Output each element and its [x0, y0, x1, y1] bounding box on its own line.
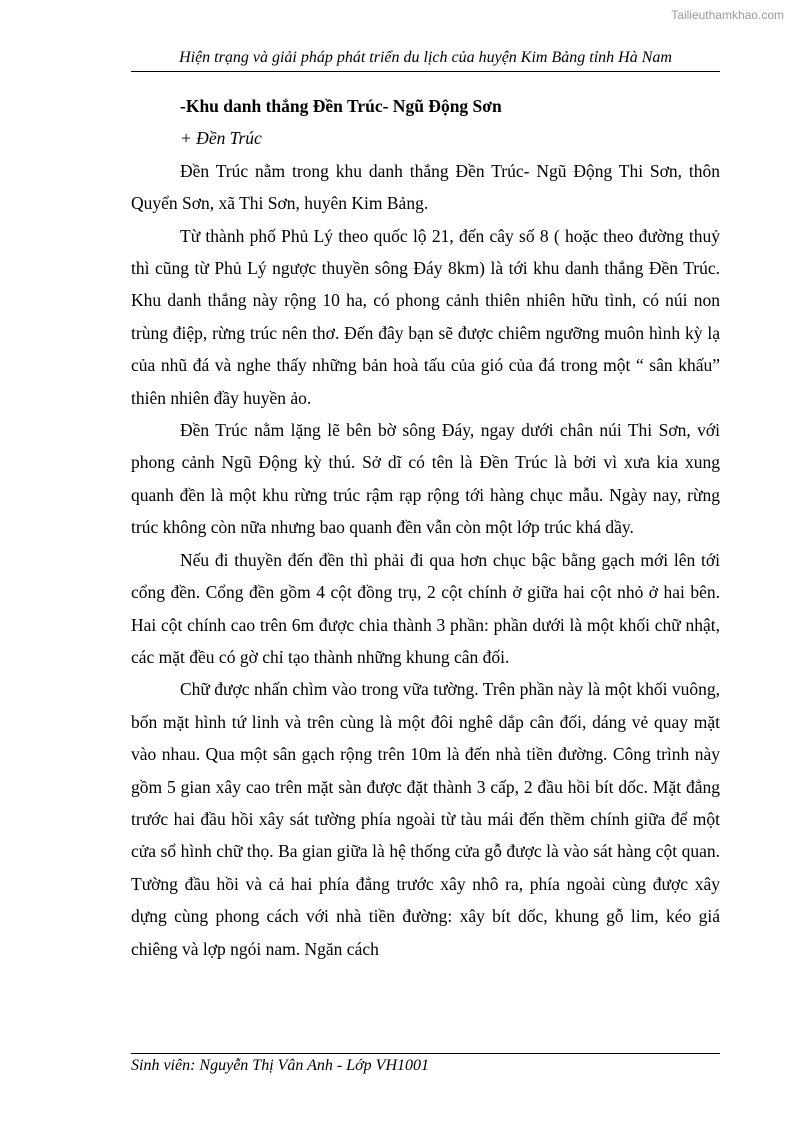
subsection-heading: + Đền Trúc — [180, 128, 262, 149]
paragraph-2: Từ thành phố Phủ Lý theo quốc lộ 21, đến cây số 8 ( hoặc theo đường thuỷ thì cũng từ Phủ Lý ngược thuyền sông Đáy 8km) là tới khu danh thắng Đền Trúc. Khu danh thắng này rộng 10 ha, có phong cảnh thiên nhiên hữu tình, có núi non trùng điệp, rừng trúc nên thơ. Đến đây bạn sẽ được chiêm ngưỡng muôn hình kỳ lạ của nhũ đá và nghe thấy những bản hoà tấu của gió của đá trong một “ sân khấu” thiên nhiên đầy huyền ảo. — [131, 225, 720, 408]
paragraph-5: Chữ được nhấn chìm vào trong vữa tường. Trên phần này là một khối vuông, bốn mặt hình tứ linh và trên cùng là một đôi nghê dắp cân đối, dáng vẻ quay mặt vào nhau. Qua một sân gạch rộng trên 10m là đến nhà tiền đường. Công trình này gồm 5 gian xây cao trên mặt sàn được đặt thành 3 cấp, 2 đầu hồi bít dốc. Mặt đẳng trước hai đầu hồi xây sát tường phía ngoài từ tàu mái đến thềm chính giữa để một cửa sổ hình chữ thọ. Ba gian giữa là hệ thống cửa gỗ được là vào sát hàng cột quan. Tường đầu hồi và cả hai phía đẳng trước xây nhô ra, phía ngoài cùng được xây dựng cùng phong cách với nhà tiền đường: xây bít dốc, khung gỗ lim, kéo giá chiêng và lợp ngói nam. Ngăn cách — [131, 679, 720, 959]
header-divider — [131, 71, 720, 72]
section-heading: -Khu danh thắng Đền Trúc- Ngũ Động Sơn — [180, 96, 502, 116]
paragraph-1: Đền Trúc nằm trong khu danh thắng Đền Trúc- Ngũ Động Thi Sơn, thôn Quyển Sơn, xã Thi Sơn, huyên Kim Bảng. — [131, 160, 720, 214]
running-header: Hiện trạng và giải pháp phát triển du lịch của huyện Kim Bảng tỉnh Hà Nam — [179, 49, 672, 66]
watermark-text: Tailieuthamkhao.com — [671, 8, 784, 22]
paragraph-4: Nếu đi thuyền đến đền thì phải đi qua hơn chục bậc bằng gạch mới lên tới cổng đền. Cổng đền gồm 4 cột đồng trụ, 2 cột chính ở giữa hai cột nhỏ ở hai bên. Hai cột chính cao trên 6m được chia thành 3 phần: phần dưới là một khối chữ nhật, các mặt đều có gờ chỉ tạo thành những khung cân đối. — [131, 549, 720, 667]
running-footer: Sinh viên: Nguyễn Thị Vân Anh - Lớp VH1001 — [131, 1057, 429, 1074]
footer-divider — [131, 1053, 720, 1054]
page-body — [131, 90, 720, 965]
paragraph-3: Đền Trúc nằm lặng lẽ bên bờ sông Đáy, ngay dưới chân núi Thi Sơn, với phong cảnh Ngũ Động kỳ thú. Sở dĩ có tên là Đền Trúc là bởi vì xưa kia xung quanh đền là một khu rừng trúc rậm rạp rộng tới hàng chục mẫu. Ngày nay, rừng trúc không còn nữa nhưng bao quanh đền vẫn còn một lớp trúc khá dầy. — [131, 420, 720, 538]
